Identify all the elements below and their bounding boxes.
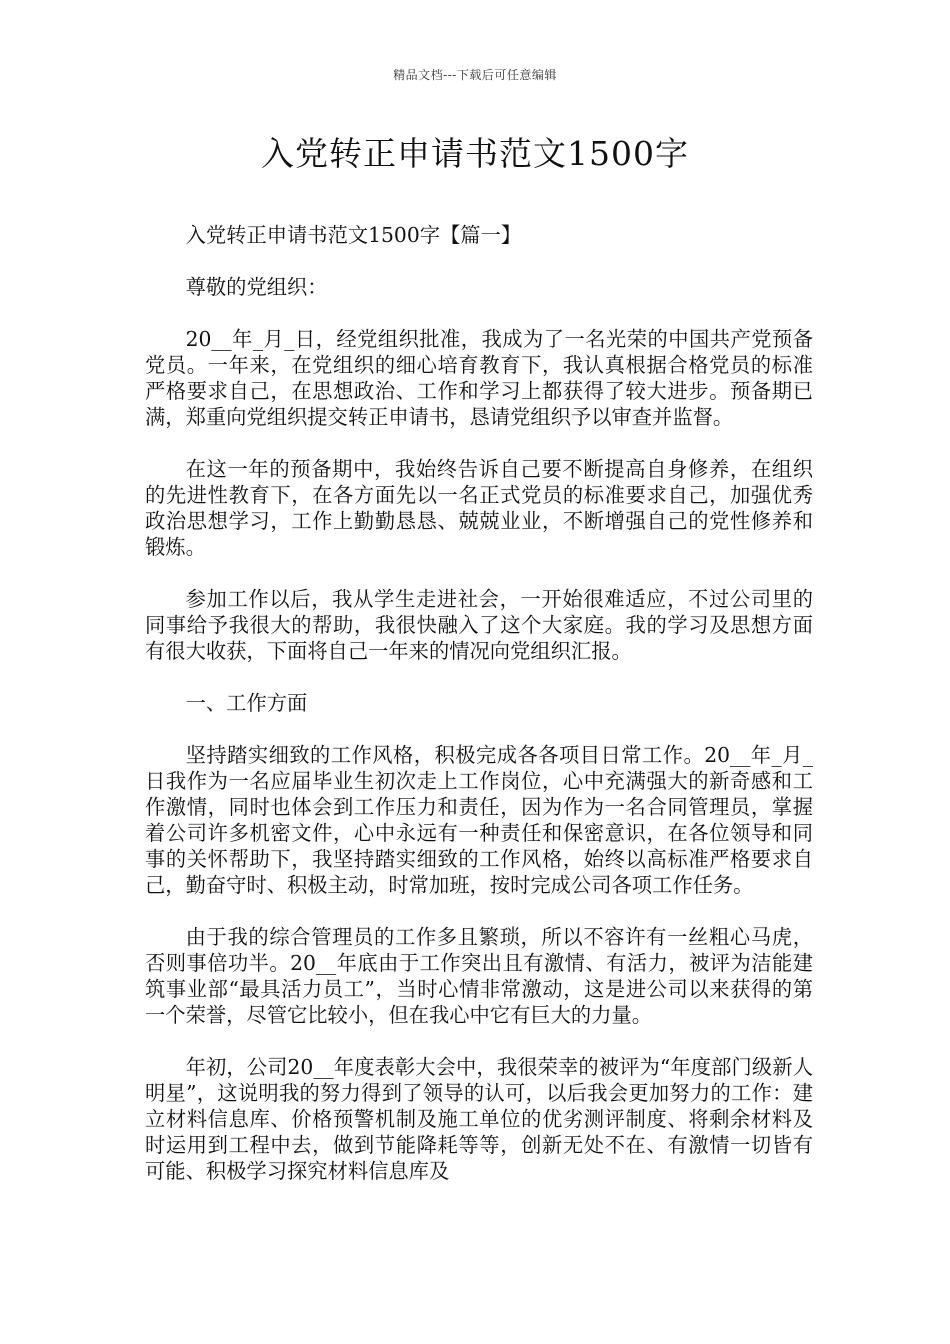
body-paragraph: 年初，公司20__年度表彰大会中，我很荣幸的被评为“年度部门级新人明星”，这说明我的努力得到了领导的认可，以后我会更加努力的工作：建立材料信息库、价格预警机制及施工单位的优劣测评制度、将剩余材料及时运用到工程中去，做到节能降耗等等，创新无处不在、有激情一切皆有可能、积极学习探究材料信息库及: [145, 1055, 813, 1183]
section-heading: 一、工作方面: [185, 691, 308, 715]
body-paragraph: 20__年_月_日，经党组织批准，我成为了一名光荣的中国共产党预备党员。一年来，在党组织的细心培育教育下，我认真根据合格党员的标准严格要求自己，在思想政治、工作和学习上都获得了较大进步。预备期已满，郑重向党组织提交转正申请书，恳请党组织予以审查并监督。: [145, 327, 813, 429]
salutation: 尊敬的党组织：: [185, 275, 328, 299]
body-paragraph: 在这一年的预备期中，我始终告诉自己要不断提高自身修养，在组织的先进性教育下，在各方面先以一名正式党员的标准要求自己，加强优秀政治思想学习，工作上勤勤恳恳、兢兢业业，不断增强自己的党性修养和锻炼。: [145, 457, 813, 559]
body-paragraph: 坚持踏实细致的工作风格，积极完成各各项目日常工作。20__年_月_日我作为一名应届毕业生初次走上工作岗位，心中充满强大的新奇感和工作激情，同时也体会到工作压力和责任，因为作为一名合同管理员，掌握着公司许多机密文件，心中永远有一种责任和保密意识，在各位领导和同事的关怀帮助下，我坚持踏实细致的工作风格，始终以高标准严格要求自己，勤奋守时、积极主动，时常加班，按时完成公司各项工作任务。: [145, 743, 813, 897]
document-body: [145, 222, 813, 1210]
header-note: 精品文档---下载后可任意编辑: [393, 68, 557, 82]
body-paragraph: 由于我的综合管理员的工作多且繁琐，所以不容许有一丝粗心马虎，否则事倍功半。20__年底由于工作突出且有激情、有活力，被评为洁能建筑事业部“最具活力员工”，当时心情非常激动，这是进公司以来获得的第一个荣誉，尽管它比较小，但在我心中它有巨大的力量。: [145, 925, 813, 1027]
section-subtitle: 入党转正申请书范文1500字【篇一】: [185, 223, 522, 247]
body-paragraph: 参加工作以后，我从学生走进社会，一开始很难适应，不过公司里的同事给予我很大的帮助，我很快融入了这个大家庭。我的学习及思想方面有很大收获，下面将自己一年来的情况向党组织汇报。: [145, 587, 813, 663]
document-title: 入党转正申请书范文1500字: [261, 134, 689, 173]
